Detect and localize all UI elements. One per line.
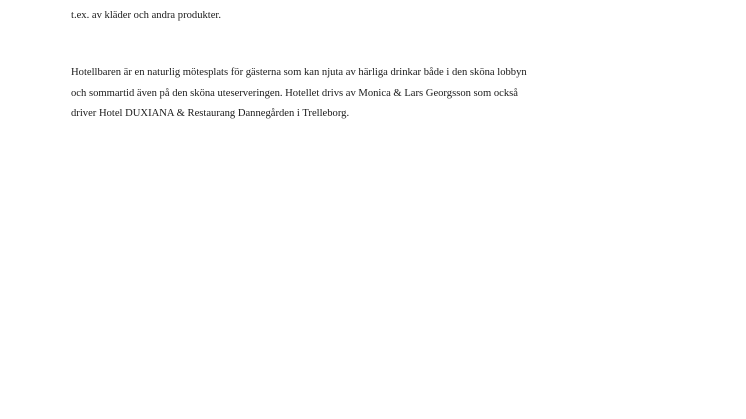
paragraph-hotel-bar (71, 66, 681, 128)
paragraph-line: och sommartid även på den sköna uteserveringen. Hotellet drivs av Monica & Lars Georgsson som också (71, 87, 518, 99)
paragraph-line: Hotellbaren är en naturlig mötesplats för gästerna som kan njuta av härliga drinkar både i den sköna lobbyn (71, 67, 527, 78)
paragraph-fragment: t.ex. av kläder och andra produkter. (71, 10, 222, 21)
paragraph-line: driver Hotel DUXIANA & Restaurang Dannegården i Trelleborg. (71, 108, 350, 119)
